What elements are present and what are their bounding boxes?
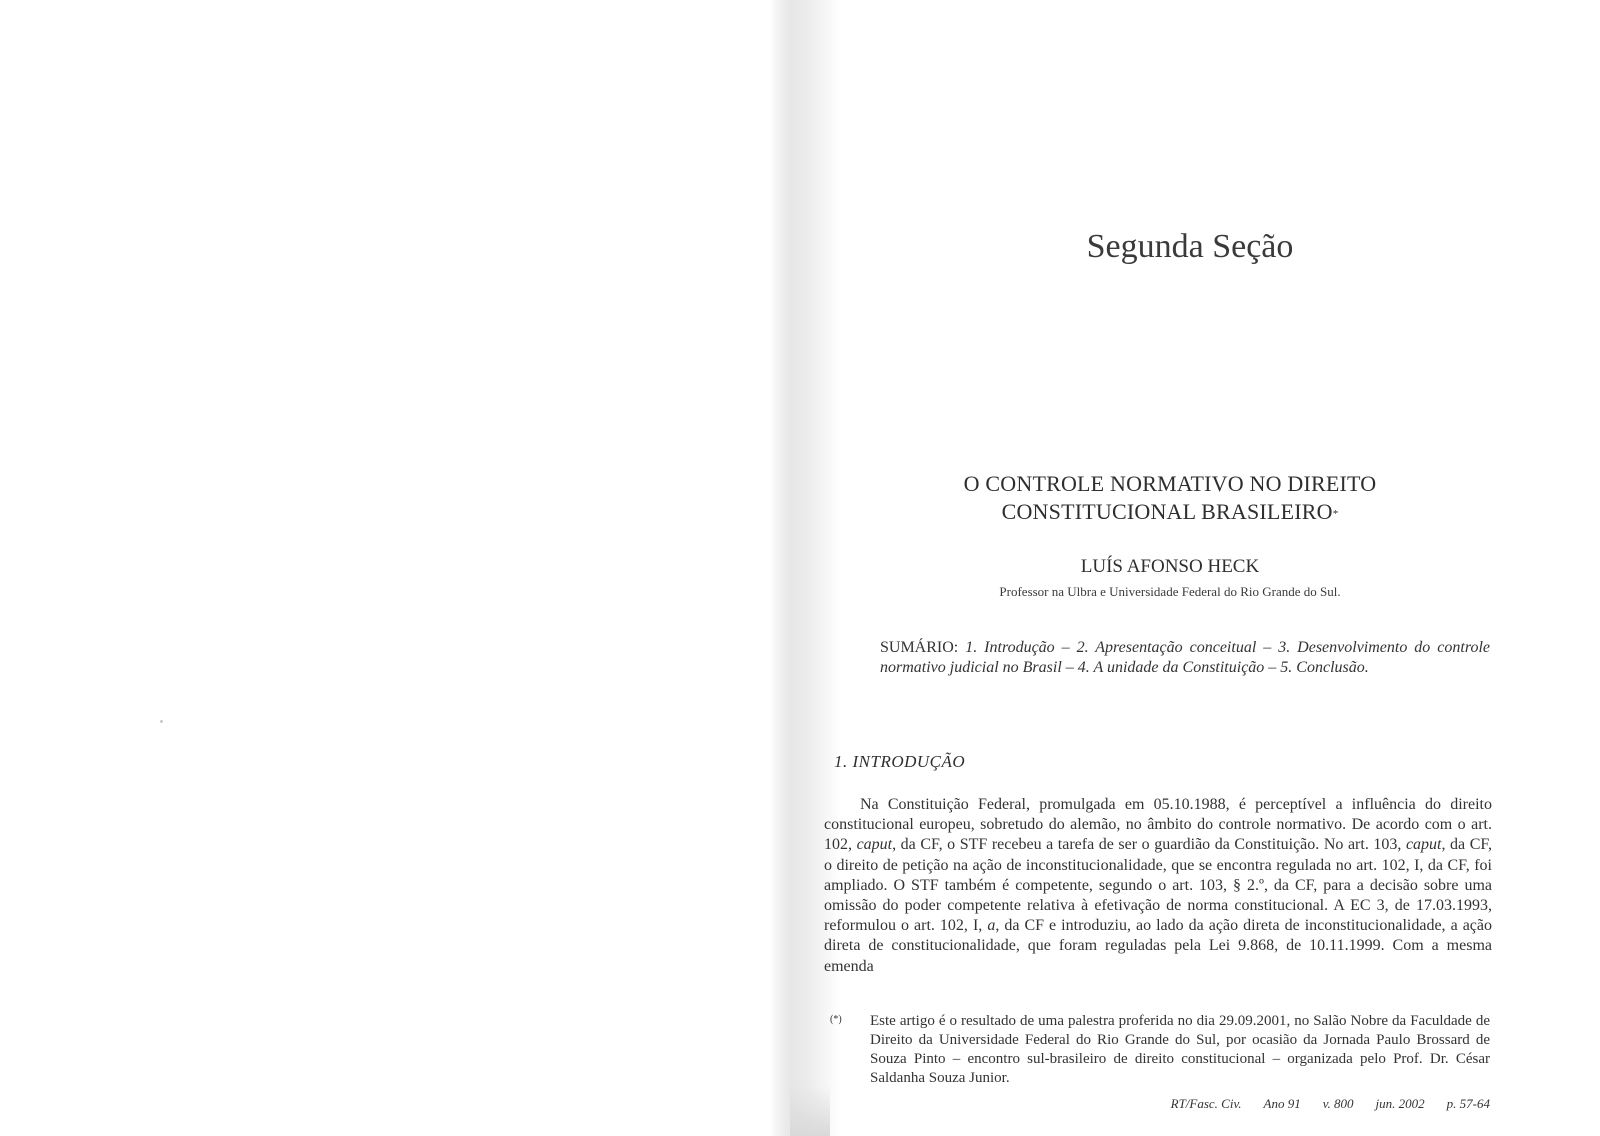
running-footer xyxy=(1110,1096,1490,1112)
paragraph-text: , da CF e introduziu, ao lado da ação direta de inconstitucionalidade, a ação direta de constitucionalidade, que foram reguladas pela Lei 9.868, de 10.11.1999. Com a mesma emenda xyxy=(824,917,1493,975)
author-affiliation: Professor na Ulbra e Universidade Federal do Rio Grande do Sul. xyxy=(999,584,1341,599)
summary xyxy=(880,638,1490,678)
paragraph-text: , da CF, o STF recebeu a tarefa de ser o guardião da Constituição. No art. 103, xyxy=(892,836,1406,854)
title-footnote-marker: * xyxy=(1332,508,1339,520)
italic-term: a xyxy=(987,917,996,935)
footer-volume: v. 800 xyxy=(1322,1096,1354,1111)
footer-pages: p. 57-64 xyxy=(1446,1096,1490,1111)
summary-label: SUMÁRIO: xyxy=(880,639,959,656)
author-name: LUÍS AFONSO HECK xyxy=(1080,556,1260,577)
paragraph-text: Na Constituição Federal, promulgada em 05.10.1988, é perceptível a influência do direito constitucional europeu, sobretudo do alemão, no âmbito do controle normativo. De acordo com o art. 102, xyxy=(824,796,1492,854)
footnote-text: Este artigo é o resultado de uma palestra proferida no dia 29.09.2001, no Salão Nobre da Faculdade de Direito da Universidade Federal do Rio Grande do Sul, por ocasião da Jornada Paulo Brossard de Souza Pinto – encontro sul-brasileiro de direito constitucional – organizada pelo Prof. Dr. César Saldanha Souza Junior. xyxy=(870,1013,1490,1086)
footer-date: jun. 2002 xyxy=(1375,1096,1425,1111)
article-title-line1: O CONTROLE NORMATIVO NO DIREITO xyxy=(963,471,1377,496)
introduction-paragraph xyxy=(824,795,1492,977)
footnote-marker: (*) xyxy=(830,1014,842,1025)
footnote xyxy=(830,1012,1490,1088)
footer-year: Ano 91 xyxy=(1263,1096,1301,1111)
blank-left-page xyxy=(0,0,770,1136)
summary-text: 1. Introdução – 2. Apresentação conceitual – 3. Desenvolvimento do controle normativo judicial no Brasil – 4. A unidade da Constituição – 5. Conclusão. xyxy=(880,639,1490,676)
paragraph-text: , da CF, o direito de petição na ação de inconstitucionalidade, que se encontra regulada no art. 102, I, da CF, foi ampliado. O STF também é competente, segundo o art. 103, § 2.º, da CF, para a decisão sobre uma omissão do poder competente relativa à efetivação de norma constitucional. A EC 3, de 17.03.1993, reformulou o art. 102, I, xyxy=(824,836,1493,935)
article-title xyxy=(860,470,1480,526)
italic-term: caput xyxy=(1405,836,1442,854)
paper-speck xyxy=(160,720,163,723)
article-title-line2: CONSTITUCIONAL BRASILEIRO xyxy=(1001,499,1333,524)
italic-term: caput xyxy=(856,836,893,854)
introduction-body xyxy=(824,795,1492,977)
right-page xyxy=(800,0,1600,1136)
footer-journal: RT/Fasc. Civ. xyxy=(1170,1096,1242,1111)
introduction-heading: 1. INTRODUÇÃO xyxy=(834,752,966,771)
section-heading: Segunda Seção xyxy=(1086,228,1294,265)
